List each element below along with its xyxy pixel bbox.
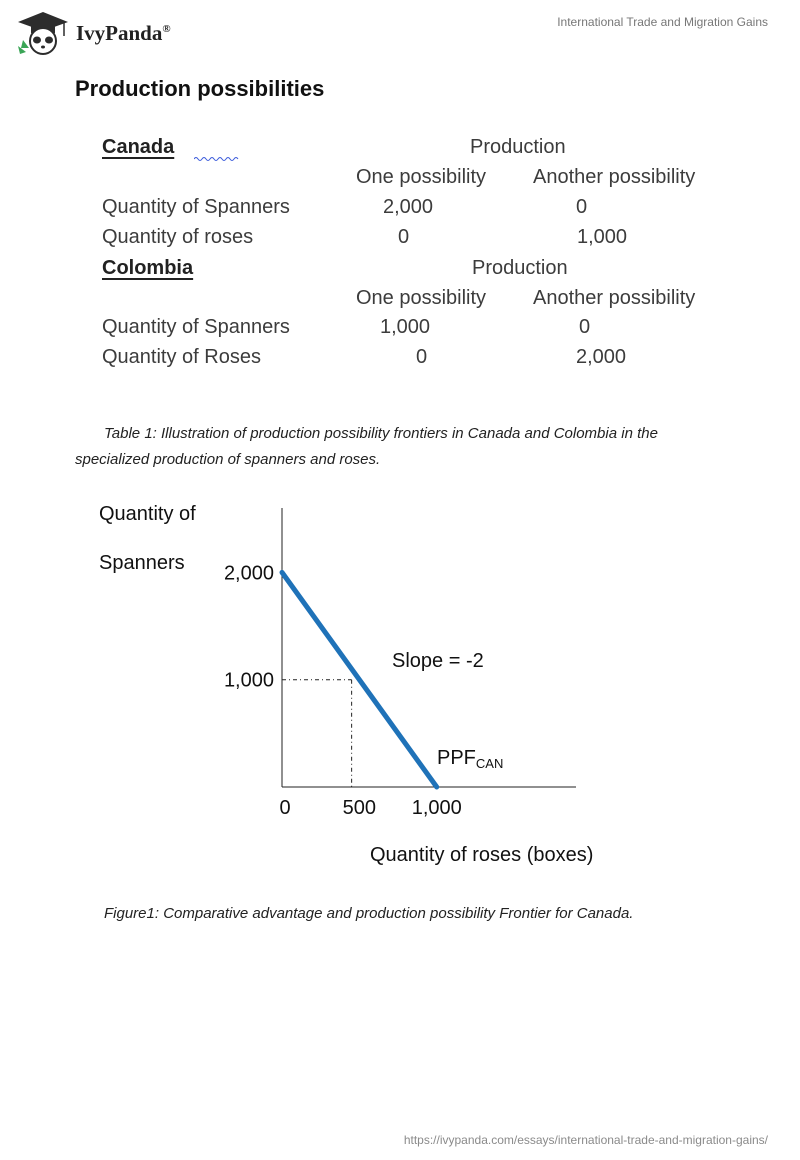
y-axis-label-line2: Spanners — [99, 552, 185, 574]
x-tick-label: 500 — [342, 797, 377, 819]
canada-label: Canada — [102, 136, 175, 158]
slope-annotation: Slope = -2 — [392, 650, 484, 672]
colombia-production-header: Production — [472, 257, 568, 279]
spellcheck-squiggle — [194, 156, 240, 162]
canada-production-header: Production — [470, 136, 566, 158]
table-caption: Table 1: Illustration of production possibility frontiers in Canada and Colombia in the specialized production of spanners and roses. — [75, 425, 658, 468]
table-cell: 1,000 — [577, 226, 628, 248]
colombia-col1-header: One possibility — [356, 287, 487, 309]
section-heading: Production possibilities — [75, 76, 325, 101]
x-tick-label: 1,000 — [411, 797, 462, 819]
document-title: International Trade and Migration Gains — [557, 15, 768, 29]
table-cell: 0 — [398, 226, 410, 248]
table-cell: 0 — [579, 316, 591, 338]
table-row-label: Quantity of roses — [102, 226, 254, 248]
table-cell: 2,000 — [576, 346, 627, 368]
table-row-label: Quantity of Roses — [102, 346, 261, 368]
brand-name[interactable]: IvyPanda® — [76, 21, 171, 45]
colombia-label: Colombia — [102, 257, 194, 279]
table-cell: 2,000 — [383, 196, 434, 218]
colombia-col2-header: Another possibility — [533, 287, 696, 309]
table-cell: 0 — [576, 196, 588, 218]
footer-url-link[interactable]: https://ivypanda.com/essays/international-trade-and-migration-gains/ — [403, 1133, 768, 1147]
ppf-chart — [0, 480, 800, 900]
figure-caption: Figure1: Comparative advantage and production possibility Frontier for Canada. — [104, 905, 634, 922]
table-cell: 1,000 — [380, 316, 431, 338]
ivypanda-logo-icon[interactable] — [14, 10, 72, 56]
canada-col1-header: One possibility — [356, 166, 487, 188]
y-axis-label-line1: Quantity of — [99, 503, 196, 525]
x-axis-label: Quantity of roses (boxes) — [370, 844, 594, 866]
canada-col2-header: Another possibility — [533, 166, 696, 188]
table-row-label: Quantity of Spanners — [102, 196, 290, 218]
x-tick-label: 0 — [279, 797, 291, 819]
y-tick-label: 1,000 — [223, 669, 274, 692]
series-label: $PPF_{CAN}$ — [437, 747, 504, 771]
table-cell: 0 — [416, 346, 428, 368]
y-tick-label: 2,000 — [223, 562, 274, 585]
table-row-label: Quantity of Spanners — [102, 316, 290, 338]
